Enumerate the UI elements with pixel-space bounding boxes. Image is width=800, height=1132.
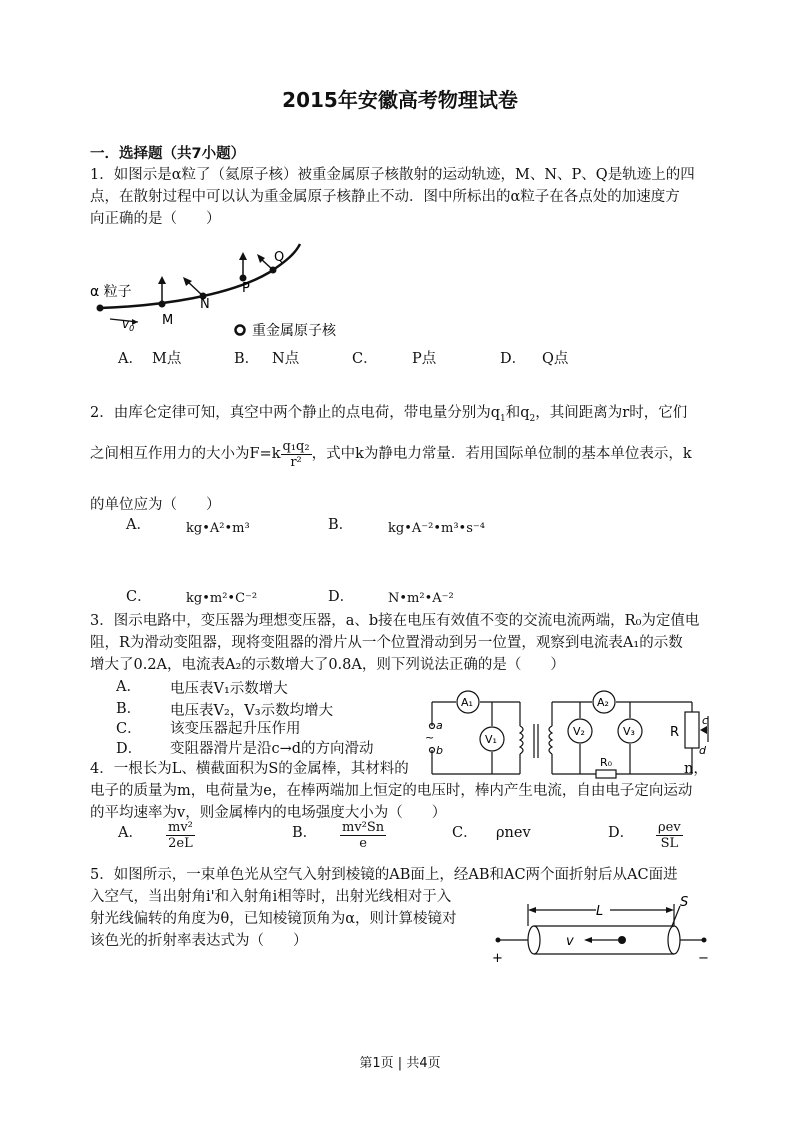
accel-arrowhead-m-icon [158, 276, 166, 284]
q3-option-b-label[interactable]: B． [116, 701, 142, 717]
nucleus-label: 重金属原子核 [252, 323, 336, 339]
q2-option-b-label[interactable]: B． [328, 517, 354, 533]
q1-line-1: 1．如图示是α粒了（氦原子核）被重金属原子核散射的运动轨迹，M、N、P、Q是轨迹上的四 [90, 167, 695, 183]
q2-option-c[interactable]: kg•m²•C⁻² [186, 591, 258, 606]
ammeter-a1-label: A₁ [461, 696, 473, 709]
q1-option-d[interactable]: Q点 [542, 351, 569, 367]
voltmeter-v1-label: V₁ [485, 733, 497, 746]
v0-label: $v_0$ [122, 317, 135, 333]
q1-option-b-label[interactable]: B． [234, 351, 260, 367]
q5-line-2: 入空气，当出射角i'和入射角i相等时，出射光线相对于入 [90, 889, 452, 905]
q4-line-1: 4．一根长为L、横截面积为S的金属棒，其材料的 [90, 761, 409, 777]
q2-option-c-label[interactable]: C． [126, 589, 152, 605]
q4-line-3: 的平均速率为v，则金属棒内的电场强度大小为（ ） [90, 805, 447, 821]
q1-option-b[interactable]: N点 [272, 351, 300, 367]
q1-line-3: 向正确的是（ ） [90, 211, 221, 227]
q3-option-b[interactable]: 电压表V₂，V₃示数均增大 [170, 703, 334, 719]
q4-option-b[interactable]: $\frac{\text{mv²Sn}}{e}$ [342, 820, 385, 851]
q1-option-c-label[interactable]: C． [352, 351, 378, 367]
resistor-r0-label: R₀ [600, 756, 613, 769]
velocity-arrow-icon [584, 937, 592, 943]
slider-arrow-icon [700, 726, 707, 734]
page-title: 2015年安徽高考物理试卷 [282, 88, 518, 112]
q1-scattering-figure [80, 236, 400, 346]
section-heading: 一．选择题（共7小题） [90, 146, 246, 162]
accel-arrowhead-p-icon [239, 252, 247, 260]
length-arrow-left-icon [528, 907, 536, 913]
q4-option-b-label[interactable]: B． [292, 825, 318, 841]
ac-source-symbol: ~ [425, 731, 435, 744]
q4-option-a[interactable]: $\frac{\text{mv²}}{2eL}$ [168, 820, 193, 851]
q3-line-1: 3．图示电路中，变压器为理想变压器，a、b接在电压有效值不变的交流电流两端，R₀为定值电 [90, 613, 700, 629]
rheostat-r-label: R [670, 725, 680, 740]
q1-option-c[interactable]: P点 [412, 351, 437, 367]
q5-line-4: 该色光的折射率表达式为（ ） [90, 933, 308, 949]
q3-line-3: 增大了0.2A，电流表A₂的示数增大了0.8A，则下列说法正确的是（ ） [90, 657, 565, 673]
positive-terminal-dot [496, 938, 501, 943]
q2-option-d[interactable]: N•m²•A⁻² [388, 591, 454, 606]
q5-line-3: 射光线偏转的角度为θ，已知棱镜顶角为α，则计算棱镜对 [90, 911, 457, 927]
q3-option-d[interactable]: 变阻器滑片是沿c→d的方向滑动 [170, 741, 374, 757]
q4-option-d-label[interactable]: D． [608, 825, 635, 841]
q4-option-a-label[interactable]: A． [118, 825, 143, 841]
plus-label: + [492, 951, 503, 966]
q4-line-1-end: n， [684, 761, 708, 777]
q4-option-c-label[interactable]: C． [452, 825, 478, 841]
q2-option-a-label[interactable]: A． [126, 517, 151, 533]
length-label: L [596, 904, 604, 919]
q3-option-c[interactable]: 该变压器起升压作用 [170, 721, 301, 737]
voltmeter-v3-label: V₃ [623, 725, 635, 738]
particle-label: α 粒子 [90, 284, 132, 300]
q3-option-c-label[interactable]: C． [116, 721, 142, 737]
point-m-label: M [162, 313, 174, 328]
coulomb-fraction: $\frac{\text{q₁q₂}}{\text{r²}}$ [282, 438, 310, 470]
q2-line-2: 之间相互作用力的大小为F=k $\frac{\text{q₁q₂}}{\text{r²}}$ ，式中k为静电力常量．若用国际单位制的基本单位表示，k [90, 438, 692, 470]
slider-d-label: d [699, 744, 706, 757]
q3-line-2: 阻，R为滑动变阻器，现将变阻器的滑片从一个位置滑动到另一位置，观察到电流表A₁的示数 [90, 635, 683, 651]
q5-line-1: 5．如图所示，一束单色光从空气入射到棱镜的AB面上，经AB和AC两个面折射后从AC面进 [90, 867, 678, 883]
q1-option-a-label[interactable]: A． [118, 351, 143, 367]
particle-start-dot [97, 305, 104, 312]
q1-option-a[interactable]: M点 [152, 351, 182, 367]
q3-option-a-label[interactable]: A． [116, 679, 141, 695]
ammeter-a2-label: A₂ [597, 696, 609, 709]
q4-metal-rod-figure [486, 892, 716, 970]
minus-label: − [698, 951, 709, 966]
q3-circuit-diagram [420, 686, 710, 782]
negative-terminal-dot [702, 938, 707, 943]
q2-option-a[interactable]: kg•A²•m³ [186, 521, 250, 536]
slider-c-label: c [702, 714, 709, 727]
q3-option-d-label[interactable]: D． [116, 741, 143, 757]
q1-option-d-label[interactable]: D． [500, 351, 527, 367]
point-n-label: N [200, 297, 210, 312]
q4-line-2: 电子的质量为m，电荷量为e，在棒两端加上恒定的电压时，棒内产生电流，自由电子定向运动 [90, 783, 693, 799]
q4-option-c[interactable]: ρnev [496, 825, 531, 841]
point-p-label: P [242, 281, 250, 296]
q4-option-d[interactable]: $\frac{\text{ρev}}{SL}$ [658, 820, 681, 851]
q2-line-1: 2．由库仑定律可知，真空中两个静止的点电荷，带电量分别为$q_1$和$q_2$，其间距离为r时，它们 [90, 405, 688, 424]
q1-line-2: 点，在散射过程中可以认为重金属原子核静止不动．图中所标出的α粒子在各点处的加速度方 [90, 189, 680, 205]
nucleus-icon [236, 326, 245, 335]
voltmeter-v2-label: V₂ [573, 725, 585, 738]
q2-line-3: 的单位应为（ ） [90, 497, 221, 513]
length-arrow-right-icon [666, 907, 674, 913]
electron-dot [618, 936, 626, 944]
velocity-label: v [566, 934, 574, 949]
area-label: S [680, 895, 689, 910]
terminal-a-label: a [436, 719, 443, 732]
page-footer: 第1页 | 共4页 [359, 1056, 441, 1071]
point-q-label: Q [274, 250, 285, 265]
q3-option-a[interactable]: 电压表V₁示数增大 [170, 681, 288, 697]
q2-option-d-label[interactable]: D． [328, 589, 355, 605]
q2-option-b[interactable]: kg•A⁻²•m³•s⁻⁴ [388, 521, 485, 536]
terminal-b-label: b [436, 744, 443, 757]
